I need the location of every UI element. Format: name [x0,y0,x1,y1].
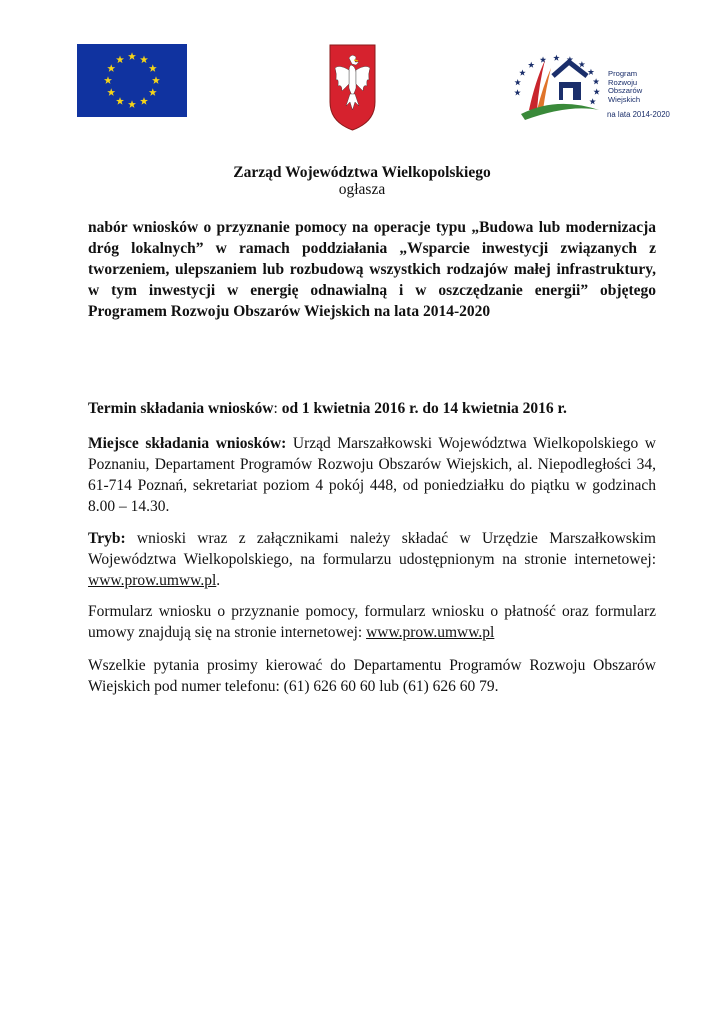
deadline-separator: : [273,400,282,417]
mode-end: . [216,572,221,589]
white-eagle-icon [329,44,376,131]
subject-paragraph: nabór wniosków o przyznanie pomocy na operacje typu „Budowa lub modernizacja dróg lokalnych” w ramach poddziałania „Wsparcie inwestycji związanych z tworzeniem, ulepszaniem lub rozbudową wszystkich rodzajów małej infrastruktury, w tym inwestycji w energię odnawialną i w oszczędzanie energii” objętego Programem Rozwoju Obszarów Wiejskich na lata 2014-2020 [88,219,656,320]
eu-flag-icon [77,44,187,117]
prow-line: Rozwoju [608,77,638,87]
prow-star-icon [528,62,534,68]
place-label: Miejsce składania wniosków: [88,435,287,452]
prow-years: na lata 2014-2020 [607,110,670,119]
mode-paragraph [88,528,656,591]
forms-website-link[interactable]: www.prow.umww.pl [366,624,495,641]
announcer-heading: Zarząd Województwa Wielkopolskiego [233,164,491,181]
prow-star-icon [593,88,599,94]
deadline-paragraph [88,398,656,419]
deadline-value: od 1 kwietnia 2016 r. do 14 kwietnia 2016 r. [281,400,567,417]
prow-line: Wiejskich [608,94,641,104]
prow-star-icon [519,69,525,75]
prow-star-icon [579,61,585,67]
mode-text: wnioski wraz z załącznikami należy składać w Urzędzie Marszałkowskim Województwa Wielkopolskiego, na formularzu udostępnionym na stronie internetowej: [88,530,656,568]
prow-star-icon [514,79,520,85]
prow-star-icon [540,56,546,62]
mode-label: Tryb: [88,530,126,547]
prow-line: Program [608,69,638,78]
prow-website-link[interactable]: www.prow.umww.pl [88,572,217,589]
questions-paragraph: Wszelkie pytania prosimy kierować do Departamentu Programów Rozwoju Obszarów Wiejskich pod numer telefonu: (61) 626 60 60 lub (61) 626 60 79. [88,657,656,695]
prow-star-icon [514,89,520,95]
announces-line: ogłasza [338,181,386,198]
prow-star-icon [588,69,594,75]
forms-text: Formularz wniosku o przyznanie pomocy, formularz wniosku o płatność oraz formularz umowy znajdują się na stronie internetowej: [88,603,656,641]
prow-star-icon [553,55,559,61]
forms-paragraph [88,601,656,643]
prow-logo-text [608,70,658,104]
prow-star-icon [593,78,599,84]
place-text: Urząd Marszałkowski Województwa Wielkopolskiego w Poznaniu, Departament Programów Rozwoju Obszarów Wiejskich, al. Niepodległości 34, 61-714 Poznań, sekretariat poziom 4 pokój 448, od poniedziałku do piątku w godzinach 8.00 – 14.30. [88,435,656,515]
deadline-label: Termin składania wniosków [88,400,274,417]
prow-line: Obszarów [608,86,643,96]
place-paragraph [88,433,656,517]
prow-logo-icon [509,52,670,124]
prow-star-icon [589,98,595,104]
